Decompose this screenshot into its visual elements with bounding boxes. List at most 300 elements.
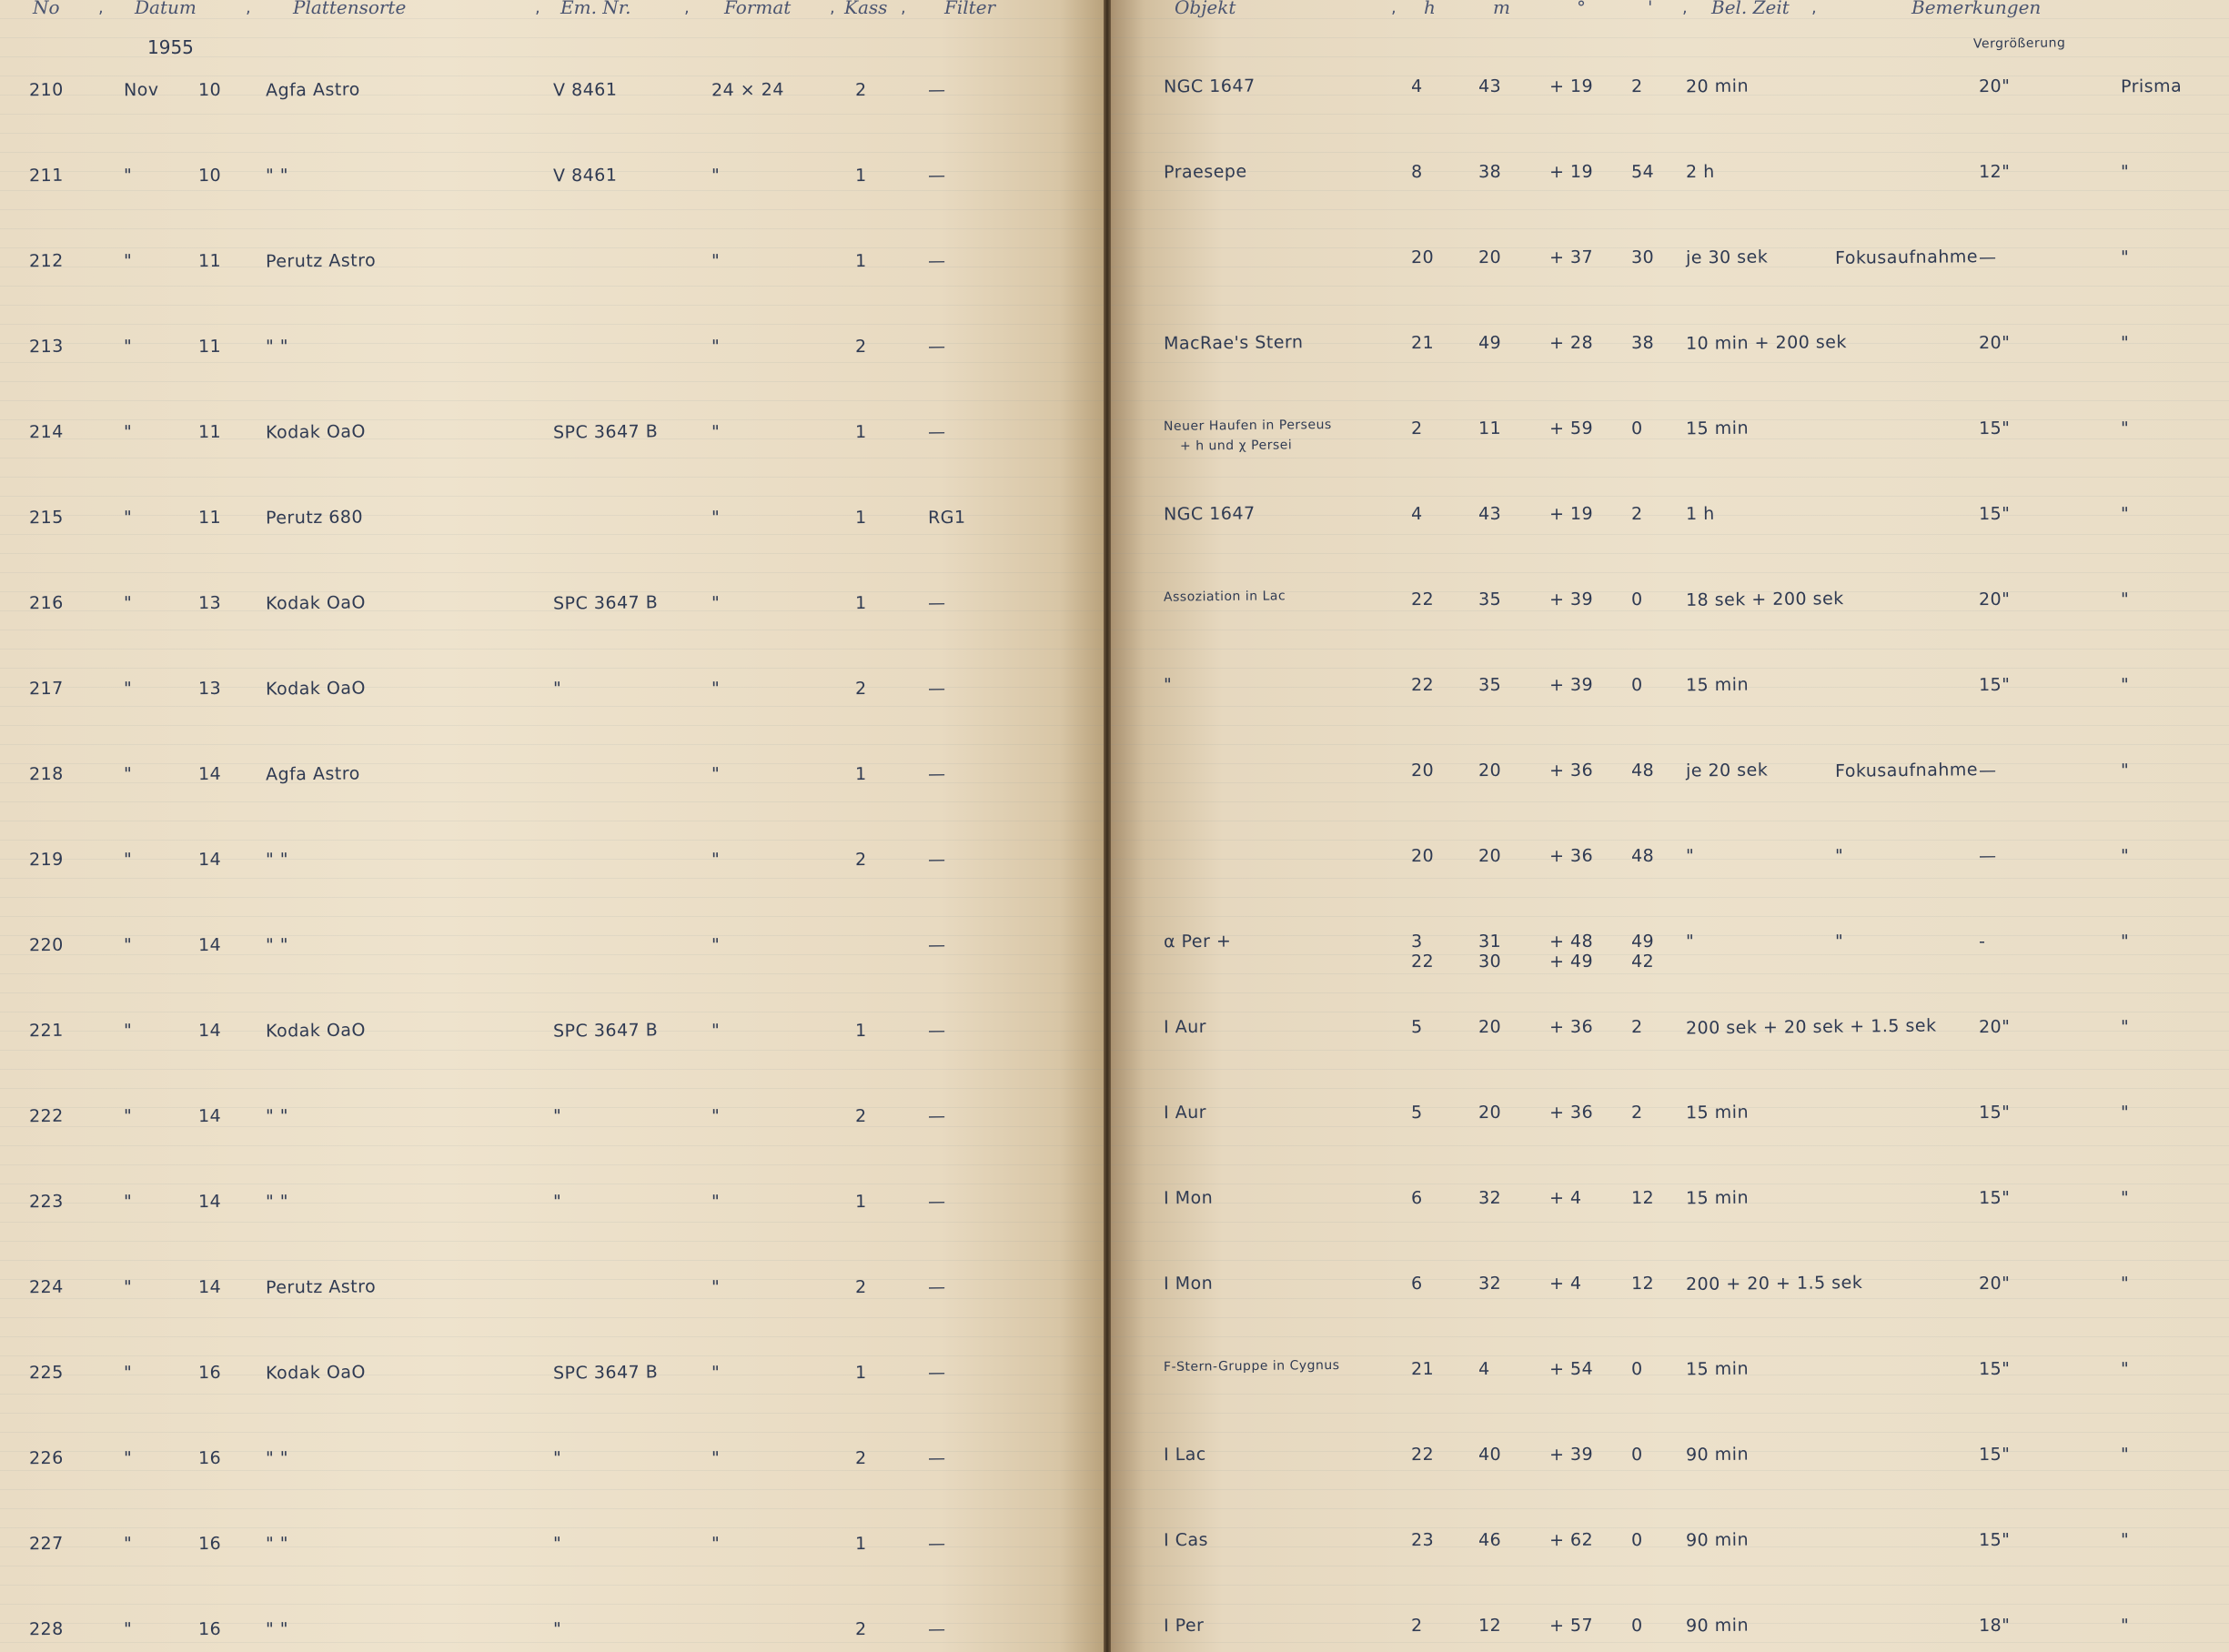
ra-hours: 4 — [1410, 76, 1423, 97]
date-day: 14 — [197, 1105, 222, 1127]
plate-format: " — [711, 336, 721, 358]
plate-number: 224 — [28, 1276, 64, 1298]
dec-minutes: 12 — [1630, 1187, 1655, 1209]
emulsion-number: SPC 3647 B — [552, 592, 659, 614]
left-page — [0, 0, 1104, 1652]
plate-type: Perutz 680 — [265, 507, 364, 529]
ra-hours: 2 — [1410, 1615, 1423, 1637]
ra-hours: 20 — [1410, 845, 1435, 867]
emulsion-number: SPC 3647 B — [552, 421, 659, 443]
extra-note: " — [2120, 332, 2130, 354]
extra-note: " — [2120, 1358, 2130, 1380]
emulsion-number: SPC 3647 B — [552, 1362, 659, 1384]
ra-minutes: 20 — [1478, 1102, 1502, 1123]
plate-type: Kodak OaO — [265, 592, 367, 614]
date-day: 13 — [197, 592, 222, 614]
ra-minutes: 43 — [1478, 76, 1502, 97]
ra-hours: 21 — [1410, 1358, 1435, 1380]
cassette-number: 1 — [854, 1020, 867, 1042]
exposure-time: 2 h — [1685, 161, 1715, 183]
plate-type: Agfa Astro — [265, 763, 360, 785]
cassette-number: 2 — [854, 1276, 867, 1298]
magnification: 20" — [1978, 332, 2011, 354]
date-day: 10 — [197, 79, 222, 101]
magnification: 15" — [1978, 1358, 2011, 1380]
dec-degrees: + 19 — [1548, 76, 1594, 97]
dec-minutes: 0 — [1630, 1444, 1643, 1466]
extra-note: " — [2120, 1273, 2130, 1294]
plate-number: 215 — [28, 507, 64, 529]
dec-minutes: 48 — [1630, 845, 1655, 867]
plate-type: " " — [265, 1105, 289, 1127]
filter-value: — — [927, 849, 946, 871]
date-day: 13 — [197, 678, 222, 700]
magnification: 15" — [1978, 1187, 2011, 1209]
ra-hours: 20 — [1410, 247, 1435, 268]
magnification: 12" — [1978, 161, 2011, 183]
cassette-number: 2 — [854, 1105, 867, 1127]
ra-minutes: 32 — [1478, 1273, 1502, 1294]
exposure-time: 200 sek + 20 sek + 1.5 sek — [1685, 1015, 1937, 1039]
header-objekt: Objekt — [1175, 0, 1236, 18]
date-month: " — [123, 336, 133, 358]
exposure-time: 15 min — [1685, 1187, 1750, 1209]
date-month: " — [123, 1020, 133, 1042]
exposure-time: 15 min — [1685, 1358, 1750, 1380]
exposure-time: 1 h — [1685, 503, 1715, 525]
extra-note: " — [2120, 1529, 2130, 1551]
dec-minutes: 54 — [1630, 161, 1655, 183]
extra-note: " — [2120, 760, 2130, 781]
date-month: " — [123, 1362, 133, 1384]
plate-number: 223 — [28, 1191, 64, 1213]
plate-format: " — [711, 421, 721, 443]
dec-degrees: + 19 — [1548, 503, 1594, 525]
exposure-time: 15 min — [1685, 674, 1750, 696]
date-day: 11 — [197, 250, 222, 272]
plate-number: 222 — [28, 1105, 64, 1127]
dec-degrees: + 48 — [1548, 931, 1594, 952]
ra-hours: 8 — [1410, 161, 1423, 183]
header-separator: , — [1682, 0, 1688, 17]
ra-minutes: 49 — [1478, 332, 1502, 354]
cassette-number: 1 — [854, 250, 867, 272]
magnification: 20" — [1978, 1016, 2011, 1038]
remarks: " — [1834, 931, 1844, 952]
emulsion-number: V 8461 — [552, 79, 618, 101]
object-name: I Aur — [1163, 1016, 1207, 1038]
object-name: α Per + — [1163, 931, 1232, 952]
dec-minutes: 0 — [1630, 589, 1643, 610]
dec-degrees: + 36 — [1548, 1102, 1594, 1123]
date-day: 14 — [197, 763, 222, 785]
filter-value: — — [927, 1276, 946, 1298]
plate-number: 213 — [28, 336, 64, 358]
cassette-number: 2 — [854, 678, 867, 700]
dec-degrees: + 36 — [1548, 1016, 1594, 1038]
ra-hours: 22 — [1410, 589, 1435, 610]
extra-note: " — [2120, 161, 2130, 183]
cassette-number: 2 — [854, 849, 867, 871]
remarks: " — [1834, 845, 1844, 867]
date-month: " — [123, 1276, 133, 1298]
plate-type: " " — [265, 1533, 289, 1555]
exposure-time: " — [1685, 845, 1695, 867]
extra-note: " — [2120, 1615, 2130, 1637]
dec-degrees: + 39 — [1548, 1444, 1594, 1466]
magnification: 20" — [1978, 1273, 2011, 1294]
object-name: I Mon — [1163, 1187, 1214, 1209]
plate-number: 211 — [28, 165, 64, 186]
date-day: 16 — [197, 1447, 222, 1469]
ra-hours: 4 — [1410, 503, 1423, 525]
dec-minutes: 12 — [1630, 1273, 1655, 1294]
plate-type: " " — [265, 934, 289, 956]
dec-minutes: 48 — [1630, 760, 1655, 781]
cassette-number: 1 — [854, 1533, 867, 1555]
object-name: I Cas — [1163, 1529, 1209, 1551]
extra-note: " — [2120, 1444, 2130, 1466]
exposure-time: 90 min — [1685, 1615, 1750, 1637]
object-name: I Mon — [1163, 1273, 1214, 1294]
magnification: 15" — [1978, 1102, 2011, 1123]
header-no: No — [33, 0, 60, 18]
plate-type: Agfa Astro — [265, 79, 360, 101]
extra-note: " — [2120, 1102, 2130, 1123]
magnification: — — [1978, 760, 1997, 781]
extra-note: " — [2120, 418, 2130, 439]
ra-minutes: 40 — [1478, 1444, 1502, 1466]
dec-degrees: + 4 — [1548, 1273, 1582, 1294]
date-month: " — [123, 1533, 133, 1555]
date-month: " — [123, 507, 133, 529]
date-day: 14 — [197, 1020, 222, 1042]
cassette-number: 1 — [854, 165, 867, 186]
plate-number: 228 — [28, 1618, 64, 1640]
magnification: 20" — [1978, 589, 2011, 610]
dec-minutes: 0 — [1630, 418, 1643, 439]
plate-format: " — [711, 165, 721, 186]
cassette-number: 2 — [854, 1618, 867, 1640]
object-name: Praesepe — [1163, 161, 1247, 183]
date-month: " — [123, 165, 133, 186]
dec-degrees: + 49 — [1548, 951, 1594, 972]
cassette-number: 1 — [854, 507, 867, 529]
extra-note: " — [2120, 247, 2130, 268]
dec-degrees: + 62 — [1548, 1529, 1594, 1551]
object-name: I Per — [1163, 1615, 1205, 1637]
ra-hours: 3 — [1410, 931, 1423, 952]
header-separator: , — [901, 0, 906, 17]
filter-value: — — [927, 763, 946, 785]
object-name: MacRae's Stern — [1163, 332, 1304, 354]
extra-note: Prisma — [2120, 76, 2183, 97]
plate-number: 227 — [28, 1533, 64, 1555]
exposure-time: " — [1685, 931, 1695, 952]
magnification: — — [1978, 247, 1997, 268]
object-name: NGC 1647 — [1163, 76, 1256, 97]
ra-minutes: 43 — [1478, 503, 1502, 525]
magnification: 15" — [1978, 1529, 2011, 1551]
emulsion-number: " — [552, 1447, 562, 1469]
plate-number: 219 — [28, 849, 64, 871]
dec-minutes: 49 — [1630, 931, 1655, 952]
plate-type: Kodak OaO — [265, 678, 367, 700]
cassette-number: 1 — [854, 1191, 867, 1213]
filter-value: — — [927, 1533, 946, 1555]
dec-minutes: 2 — [1630, 76, 1643, 97]
filter-value: — — [927, 1618, 946, 1640]
exposure-time: 20 min — [1685, 76, 1750, 97]
cassette-number: 2 — [854, 79, 867, 101]
exposure-time: 15 min — [1685, 1102, 1750, 1123]
exposure-time: je 30 sek — [1685, 247, 1769, 268]
dec-degrees: + 37 — [1548, 247, 1594, 268]
plate-type: " " — [265, 849, 289, 871]
plate-type: Kodak OaO — [265, 1020, 367, 1042]
object-name: I Lac — [1163, 1444, 1206, 1466]
plate-format: " — [711, 1276, 721, 1298]
ra-hours: 5 — [1410, 1102, 1423, 1123]
right-page — [1111, 0, 2229, 1652]
ra-minutes: 20 — [1478, 760, 1502, 781]
filter-value: — — [927, 1191, 946, 1213]
exposure-time: 18 sek + 200 sek — [1685, 589, 1844, 610]
dec-minutes: 30 — [1630, 247, 1655, 268]
plate-type: " " — [265, 1191, 289, 1213]
exposure-time: je 20 sek — [1685, 760, 1769, 781]
ra-minutes: 35 — [1478, 589, 1502, 610]
plate-format: " — [711, 1533, 721, 1555]
plate-number: 225 — [28, 1362, 64, 1384]
date-day: 14 — [197, 934, 222, 956]
date-day: 11 — [197, 507, 222, 529]
header-separator: , — [1391, 0, 1397, 17]
cassette-number: 2 — [854, 1447, 867, 1469]
filter-value: — — [927, 1447, 946, 1469]
plate-format: " — [711, 678, 721, 700]
header-h: h — [1424, 0, 1436, 18]
plate-format: " — [711, 1362, 721, 1384]
date-month: " — [123, 421, 133, 443]
cassette-number: 2 — [854, 336, 867, 358]
header-separator: , — [98, 0, 104, 17]
date-day: 10 — [197, 165, 222, 186]
date-month: " — [123, 763, 133, 785]
date-day: 11 — [197, 336, 222, 358]
filter-value: — — [927, 421, 946, 443]
plate-format: " — [711, 1105, 721, 1127]
dec-minutes: 42 — [1630, 951, 1655, 972]
dec-degrees: + 57 — [1548, 1615, 1594, 1637]
plate-format: " — [711, 592, 721, 614]
exposure-time: 10 min + 200 sek — [1685, 332, 1848, 354]
header-separator: , — [684, 0, 690, 17]
date-day: 16 — [197, 1362, 222, 1384]
magnification: 15" — [1978, 418, 2011, 439]
dec-minutes: 38 — [1630, 332, 1655, 354]
dec-degrees: + 28 — [1548, 332, 1594, 354]
ra-hours: 22 — [1410, 951, 1435, 972]
plate-format: 24 × 24 — [711, 79, 784, 101]
header-kass: Kass — [844, 0, 888, 18]
date-day: 16 — [197, 1618, 222, 1640]
cassette-number: 1 — [854, 592, 867, 614]
extra-note: " — [2120, 845, 2130, 867]
object-name: NGC 1647 — [1163, 503, 1256, 525]
filter-value: — — [927, 1362, 946, 1384]
plate-type: Perutz Astro — [265, 250, 377, 272]
exposure-time: 90 min — [1685, 1529, 1750, 1551]
date-day: 11 — [197, 421, 222, 443]
exposure-time: 15 min — [1685, 418, 1750, 439]
ra-minutes: 30 — [1478, 951, 1502, 972]
filter-value: — — [927, 1105, 946, 1127]
plate-format: " — [711, 763, 721, 785]
book-spine — [1104, 0, 1111, 1652]
header-separator: , — [246, 0, 251, 17]
ra-hours: 21 — [1410, 332, 1435, 354]
emulsion-number: " — [552, 1618, 562, 1640]
ra-minutes: 38 — [1478, 161, 1502, 183]
exposure-time: 200 + 20 + 1.5 sek — [1685, 1272, 1863, 1295]
plate-type: " " — [265, 1618, 289, 1640]
remarks: Fokusaufnahme — [1834, 247, 1979, 268]
header-bel-zeit: Bel. Zeit — [1711, 0, 1790, 18]
magnification: 15" — [1978, 674, 2011, 696]
filter-value: — — [927, 592, 946, 614]
plate-number: 210 — [28, 79, 64, 101]
plate-number: 212 — [28, 250, 64, 272]
header-em-nr: Em. Nr. — [560, 0, 631, 18]
exposure-time: 90 min — [1685, 1444, 1750, 1466]
emulsion-number: " — [552, 1105, 562, 1127]
dec-minutes: 0 — [1630, 1358, 1643, 1380]
cassette-number: 1 — [854, 763, 867, 785]
plate-type: " " — [265, 336, 289, 358]
dec-minutes: 0 — [1630, 1529, 1643, 1551]
header-deg: ° — [1577, 0, 1586, 18]
ra-minutes: 32 — [1478, 1187, 1502, 1209]
ra-hours: 5 — [1410, 1016, 1423, 1038]
ra-minutes: 20 — [1478, 247, 1502, 268]
emulsion-number: SPC 3647 B — [552, 1020, 659, 1042]
plate-number: 221 — [28, 1020, 64, 1042]
plate-number: 217 — [28, 678, 64, 700]
extra-note: " — [2120, 589, 2130, 610]
dec-degrees: + 54 — [1548, 1358, 1594, 1380]
ra-minutes: 11 — [1478, 418, 1502, 439]
ra-hours: 22 — [1410, 1444, 1435, 1466]
object-name: Assoziation in Lac — [1163, 589, 1286, 605]
ra-minutes: 35 — [1478, 674, 1502, 696]
date-day: 14 — [197, 849, 222, 871]
filter-value: — — [927, 79, 946, 101]
header-filter: Filter — [944, 0, 996, 18]
plate-format: " — [711, 507, 721, 529]
date-month: " — [123, 934, 133, 956]
date-day: 14 — [197, 1191, 222, 1213]
date-month: Nov — [123, 79, 159, 101]
dec-degrees: + 19 — [1548, 161, 1594, 183]
extra-note: " — [2120, 931, 2130, 952]
plate-type: " " — [265, 1447, 289, 1469]
filter-value: — — [927, 336, 946, 358]
object-name: I Aur — [1163, 1102, 1207, 1123]
date-day: 16 — [197, 1533, 222, 1555]
ra-hours: 6 — [1410, 1273, 1423, 1294]
ra-minutes: 4 — [1478, 1358, 1490, 1380]
filter-value: — — [927, 678, 946, 700]
date-month: " — [123, 1191, 133, 1213]
object-name: F-Stern-Gruppe in Cygnus — [1163, 1357, 1340, 1375]
extra-note: " — [2120, 1016, 2130, 1038]
plate-type: Kodak OaO — [265, 1362, 367, 1384]
magnification: 18" — [1978, 1615, 2011, 1637]
ra-minutes: 20 — [1478, 1016, 1502, 1038]
dec-degrees: + 36 — [1548, 845, 1594, 867]
date-month: " — [123, 678, 133, 700]
object-name-line2: + h und χ Persei — [1179, 438, 1293, 454]
magnification: 15" — [1978, 503, 2011, 525]
header-vergroesserung: Vergrößerung — [1972, 35, 2066, 52]
dec-minutes: 0 — [1630, 674, 1643, 696]
magnification: 15" — [1978, 1444, 2011, 1466]
header-datum: Datum — [135, 0, 197, 18]
dec-degrees: + 59 — [1548, 418, 1594, 439]
header-m: m — [1493, 0, 1510, 18]
emulsion-number: " — [552, 1191, 562, 1213]
ra-hours: 6 — [1410, 1187, 1423, 1209]
date-month: " — [123, 849, 133, 871]
plate-format: " — [711, 934, 721, 956]
extra-note: " — [2120, 1187, 2130, 1209]
year-label: 1955 — [147, 36, 194, 58]
plate-format: " — [711, 849, 721, 871]
filter-value: — — [927, 165, 946, 186]
plate-number: 214 — [28, 421, 64, 443]
plate-number: 226 — [28, 1447, 64, 1469]
extra-note: " — [2120, 503, 2130, 525]
object-name: " — [1163, 674, 1173, 696]
ra-minutes: 31 — [1478, 931, 1502, 952]
header-separator: , — [1811, 0, 1817, 17]
ra-hours: 22 — [1410, 674, 1435, 696]
dec-minutes: 2 — [1630, 1016, 1643, 1038]
header-separator: , — [830, 0, 835, 17]
header-separator: , — [535, 0, 540, 17]
filter-value: — — [927, 250, 946, 272]
magnification: - — [1978, 931, 1986, 952]
cassette-number: 1 — [854, 1362, 867, 1384]
dec-minutes: 2 — [1630, 503, 1643, 525]
dec-minutes: 0 — [1630, 1615, 1643, 1637]
emulsion-number: " — [552, 1533, 562, 1555]
header-format: Format — [724, 0, 792, 18]
emulsion-number: V 8461 — [552, 165, 618, 186]
dec-degrees: + 39 — [1548, 589, 1594, 610]
filter-value: — — [927, 934, 946, 956]
emulsion-number: " — [552, 678, 562, 700]
plate-type: Perutz Astro — [265, 1276, 377, 1298]
dec-degrees: + 39 — [1548, 674, 1594, 696]
header-min: ' — [1648, 0, 1653, 18]
magnification: 20" — [1978, 76, 2011, 97]
ra-hours: 2 — [1410, 418, 1423, 439]
ra-hours: 20 — [1410, 760, 1435, 781]
date-month: " — [123, 1105, 133, 1127]
date-month: " — [123, 250, 133, 272]
